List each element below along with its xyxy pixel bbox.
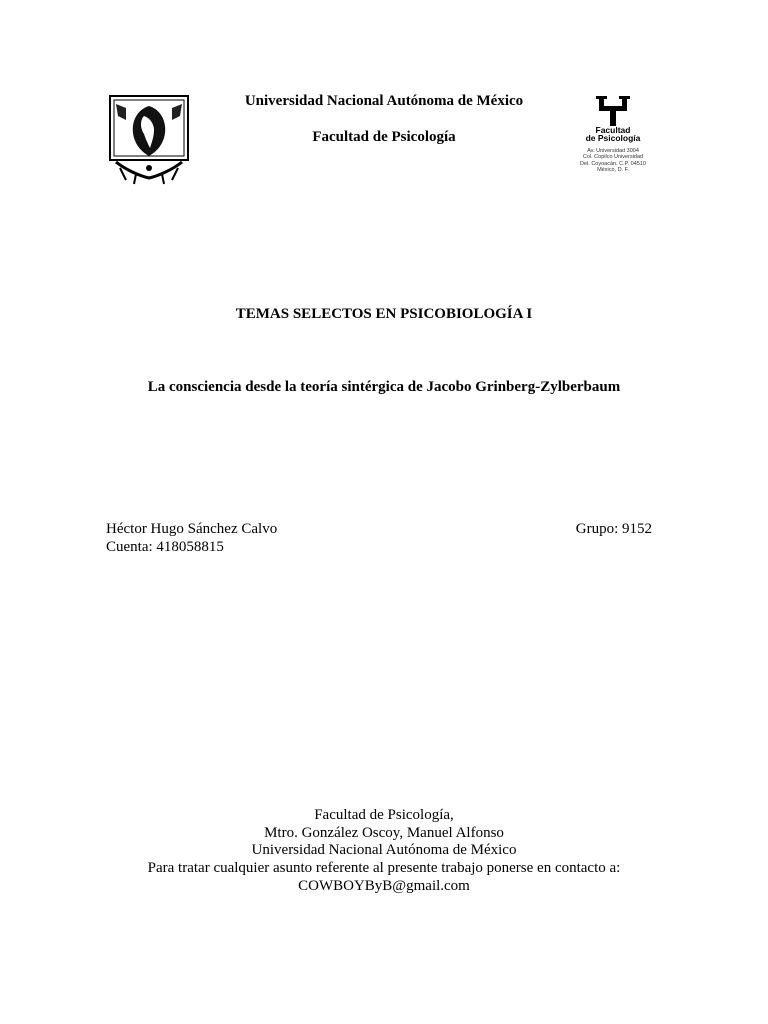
student-account: Cuenta: 418058815 [106,539,224,555]
footer-teacher: Mtro. González Oscoy, Manuel Alfonso [264,825,504,841]
footer-contact-note: Para tratar cualquier asunto referente al presente trabajo ponerse en contacto a: [147,860,621,876]
faculty-address: Av. Universidad 3004 Col. Copilco Universidad Del. Coyoacán. C.P. 04510 México, D. F. [580,148,646,173]
course-title: TEMAS SELECTOS EN PSICOBIOLOGÍA I [235,306,533,322]
footer-university: Universidad Nacional Autónoma de México [251,842,517,858]
student-name: Héctor Hugo Sánchez Calvo [106,521,278,537]
footer-email[interactable]: COWBOYByB@gmail.com [298,878,470,894]
faculty-logo-label: Facultad de Psicología [585,125,641,143]
footer-faculty: Facultad de Psicología, [314,807,454,823]
student-group: Grupo: 9152 [575,521,652,537]
essay-title: La consciencia desde la teoría sintérgica de Jacobo Grinberg-Zylberbaum [147,379,621,395]
university-name: Universidad Nacional Autónoma de México [244,93,524,109]
faculty-name: Facultad de Psicología [312,129,456,145]
